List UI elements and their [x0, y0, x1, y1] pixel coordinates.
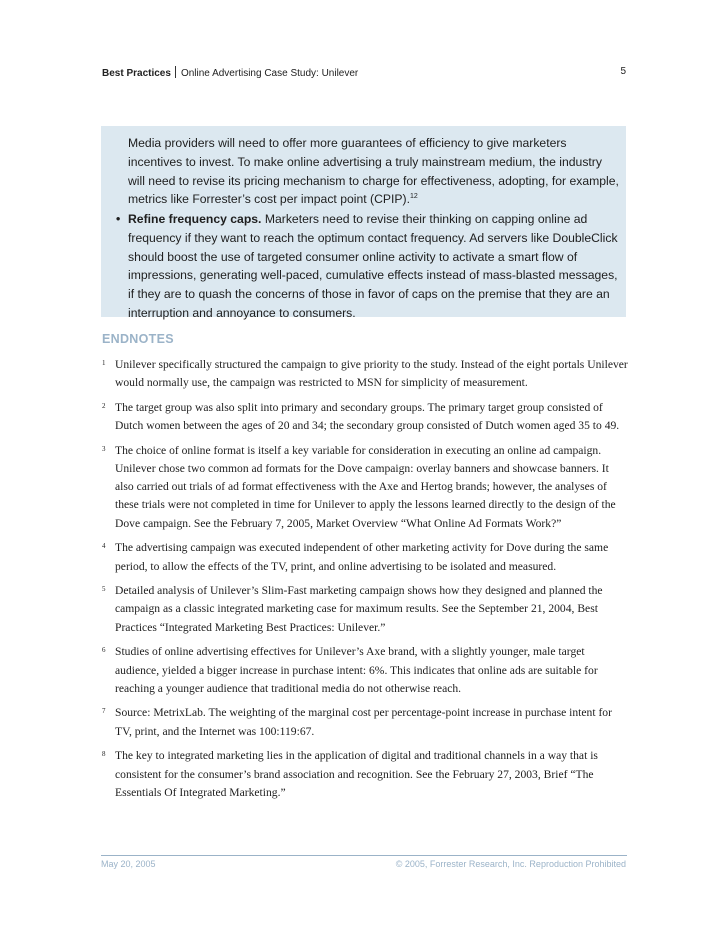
bullet-body — [116, 210, 620, 323]
endnote-number: 4 — [102, 542, 106, 551]
endnote-item — [102, 356, 628, 392]
endnote-text: Source: MetrixLab. The weighting of the marginal cost per percentage-point increase in purchase intent for TV, print, and the Internet was 100:119:67. — [115, 706, 612, 738]
callout-reference: 12 — [409, 193, 418, 201]
header-title: Online Advertising Case Study: Unilever — [180, 68, 359, 79]
footer-divider — [101, 855, 627, 856]
endnote-text: Studies of online advertising effectives for Unilever’s Axe brand, with a slightly younger, male target audience, yielded a bigger increase in purchase intent: 6%. This indicates that online ads are suitable for reaching a younger audience that traditional media do not otherwise reach. — [115, 645, 598, 695]
bullet-marker: • — [116, 212, 121, 226]
endnote-text: The choice of online format is itself a key variable for consideration in executing an online ad campaign. Unilever chose two common ad formats for the Dove campaign: overlay banners and showcase banners. It also carried out trials of ad format effectiveness with the Axe and Hertog brands; however, the analyses of these trials were not completed in time for Unilever to apply the lessons learned directly to the design of the Dove campaign. See the February 7, 2005, Market Overview “What Online Ad Formats Work?” — [115, 443, 616, 530]
endnotes-heading: ENDNOTES — [102, 332, 174, 346]
endnote-item — [102, 442, 628, 533]
endnote-text: Detailed analysis of Unilever’s Slim-Fast marketing campaign shows how they designed and planned the campaign as a classic integrated marketing case for maximum results. See the September 21, 2004, Best Practices “Integrated Marketing Best Practices: Unilever.” — [115, 584, 603, 634]
bullet-text: Marketers need to revise their thinking on capping online ad frequency if they want to reach the optimum contact frequency. Ad servers like DoubleClick should boost the use of targeted consumer online activity to activate a smart flow of impressions, generating well-paced, cumulative effects instead of mass-blasted messages, if they are to quash the concerns of those in favor of caps on the premise that they are an interruption and annoyance to consumers. — [128, 212, 618, 320]
endnote-item — [102, 704, 628, 740]
endnote-item — [102, 747, 628, 802]
header-section: Best Practices — [102, 68, 171, 79]
callout-box — [101, 126, 626, 320]
endnote-text: The key to integrated marketing lies in the application of digital and traditional channels in a way that is consistent for the consumer’s brand association and recognition. See the February 27, 2003, Brief “The Essentials Of Integrated Marketing.” — [115, 749, 598, 799]
page-number: 5 — [620, 66, 626, 77]
footer-copyright: © 2005, Forrester Research, Inc. Reproduction Prohibited — [395, 859, 626, 869]
endnote-text: The advertising campaign was executed independent of other marketing activity for Dove during the same period, to allow the effects of the TV, print, and online advertising to be isolated and measured. — [115, 541, 609, 573]
header-divider — [175, 66, 176, 78]
bullet-title: Refine frequency caps. — [128, 212, 262, 226]
endnotes-list — [102, 356, 628, 808]
endnote-item — [102, 582, 628, 637]
endnote-item — [102, 399, 628, 435]
endnote-number: 2 — [102, 401, 106, 410]
endnote-text: Unilever specifically structured the campaign to give priority to the study. Instead of the eight portals Unilever would normally use, the campaign was restricted to MSN for simplicity of measurement. — [115, 358, 628, 390]
endnote-number: 8 — [102, 750, 106, 759]
footer-date: May 20, 2005 — [101, 859, 156, 869]
endnote-number: 1 — [102, 359, 106, 367]
endnote-item — [102, 539, 628, 575]
endnote-number: 6 — [102, 646, 106, 655]
endnote-text: The target group was also split into primary and secondary groups. The primary target group consisted of Dutch women between the ages of 20 and 34; the secondary group consisted of Dutch women aged 35 to 49. — [115, 400, 620, 433]
page-header — [102, 66, 626, 79]
endnote-number: 5 — [102, 585, 106, 594]
callout-paragraph-text: Media providers will need to offer more guarantees of efficiency to give marketers incentives to invest. To make online advertising a truly mainstream medium, the industry will need to revise its pricing mechanism to charge for effectiveness, adopting, for example, metrics like Forrester’s cost per impact point (CPIP). — [128, 136, 619, 207]
endnote-number: 3 — [102, 444, 106, 453]
callout-bullet — [116, 210, 620, 323]
endnote-number: 7 — [102, 707, 106, 716]
callout-paragraph — [128, 134, 620, 209]
endnote-item — [102, 643, 628, 698]
